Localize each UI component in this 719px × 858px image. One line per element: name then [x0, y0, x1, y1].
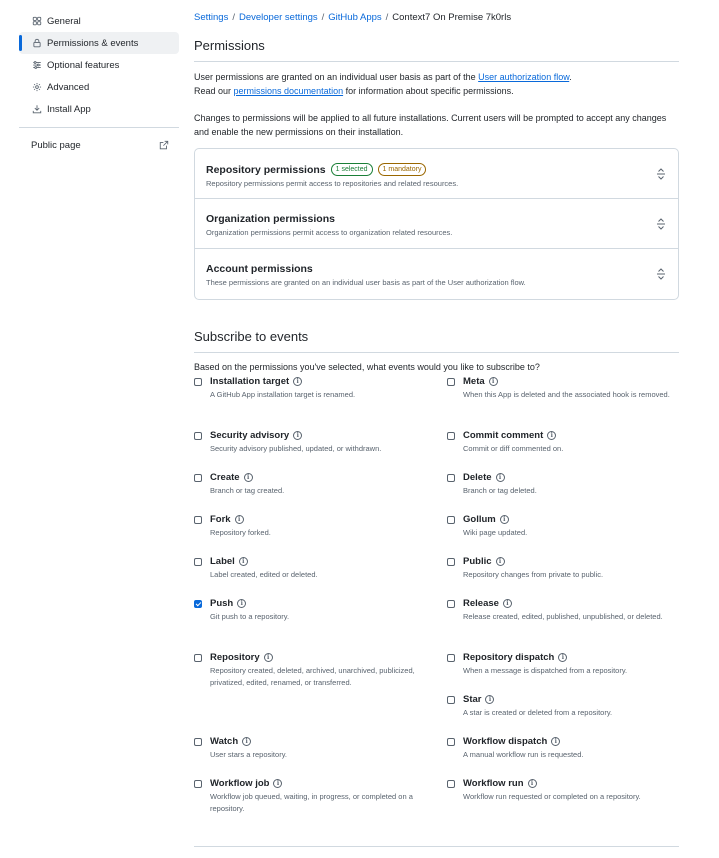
- info-icon[interactable]: i: [264, 653, 273, 662]
- permissions-note: Changes to permissions will be applied to all future installations. Current users will be prompted to accept any changes and enable the new permissions on their installation.: [194, 113, 667, 137]
- event-title-text: Watch: [210, 736, 239, 747]
- public-page-link[interactable]: [19, 134, 179, 156]
- event-title: [210, 598, 424, 609]
- repository-permissions-row[interactable]: [195, 149, 678, 199]
- info-icon[interactable]: i: [503, 599, 512, 608]
- event-repository-dispatch: [447, 652, 677, 677]
- event-title-text: Workflow job: [210, 778, 270, 789]
- lock-icon: [31, 37, 43, 49]
- event-checkbox[interactable]: [194, 474, 202, 482]
- sidebar-item-label: Install App: [47, 103, 91, 115]
- event-title-text: Repository dispatch: [463, 652, 555, 663]
- event-title-text: Delete: [463, 472, 492, 483]
- sidebar-item-advanced[interactable]: [19, 76, 179, 98]
- permissions-box: [194, 148, 679, 300]
- external-link-icon: [159, 140, 169, 150]
- event-checkbox[interactable]: [447, 378, 455, 386]
- event-title-text: Gollum: [463, 514, 496, 525]
- event-desc: A star is created or deleted from a repository.: [463, 708, 613, 717]
- info-icon[interactable]: i: [489, 377, 498, 386]
- main-content: [194, 10, 679, 836]
- event-checkbox[interactable]: [194, 558, 202, 566]
- unfold-icon[interactable]: [656, 218, 666, 230]
- event-checkbox[interactable]: [447, 738, 455, 746]
- para1-text: User permissions are granted on an individual user basis as part of the: [194, 72, 479, 82]
- event-title-text: Security advisory: [210, 430, 290, 441]
- unfold-icon[interactable]: [656, 268, 666, 280]
- organization-permissions-row[interactable]: [195, 199, 678, 249]
- event-gollum: [447, 514, 677, 539]
- permissions-title: Permissions: [194, 38, 679, 62]
- sidebar-item-label: Permissions & events: [47, 37, 139, 49]
- event-title: [210, 556, 424, 567]
- event-checkbox[interactable]: [194, 516, 202, 524]
- info-icon[interactable]: i: [239, 557, 248, 566]
- event-checkbox[interactable]: [447, 474, 455, 482]
- sidebar-item-general[interactable]: [19, 10, 179, 32]
- event-checkbox[interactable]: [447, 432, 455, 440]
- event-create: [194, 472, 424, 497]
- event-title: [463, 430, 677, 441]
- gear-icon: [31, 81, 43, 93]
- info-icon[interactable]: i: [242, 737, 251, 746]
- event-workflow-job: [194, 778, 424, 815]
- event-desc: Commit or diff commented on.: [463, 444, 564, 453]
- repository-permissions-title: Repository permissions: [206, 163, 326, 176]
- event-checkbox[interactable]: [194, 738, 202, 746]
- event-desc: Repository created, deleted, archived, unarchived, publicized, privatized, edited, renamed, or transferred.: [210, 666, 415, 687]
- mandatory-badge: 1 mandatory: [378, 163, 427, 176]
- info-icon[interactable]: i: [235, 515, 244, 524]
- breadcrumb-separator: /: [385, 12, 389, 23]
- para2-text: Read our: [194, 86, 234, 96]
- event-desc: Wiki page updated.: [463, 528, 528, 537]
- event-desc: Branch or tag deleted.: [463, 486, 537, 495]
- public-page-label: Public page: [31, 139, 81, 151]
- event-title: [463, 694, 677, 705]
- sidebar-item-install-app[interactable]: [19, 98, 179, 120]
- sidebar-item-label: Advanced: [47, 81, 90, 93]
- event-title: [463, 736, 677, 747]
- events-intro: Based on the permissions you've selected, what events would you like to subscribe to?: [194, 362, 540, 372]
- event-desc: Release created, edited, published, unpublished, or deleted.: [463, 612, 663, 621]
- event-release: [447, 598, 677, 623]
- download-icon: [31, 103, 43, 115]
- event-delete: [447, 472, 677, 497]
- event-checkbox[interactable]: [194, 780, 202, 788]
- info-icon[interactable]: i: [293, 431, 302, 440]
- event-title-text: Create: [210, 472, 240, 483]
- info-icon[interactable]: i: [485, 695, 494, 704]
- event-desc: Workflow job queued, waiting, in progress, or completed on a repository.: [210, 792, 413, 813]
- info-icon[interactable]: i: [551, 737, 560, 746]
- info-icon[interactable]: i: [293, 377, 302, 386]
- account-permissions-title: Account permissions: [206, 263, 313, 275]
- event-commit-comment: [447, 430, 677, 455]
- event-fork: [194, 514, 424, 539]
- unfold-icon[interactable]: [656, 168, 666, 180]
- section-divider: [194, 846, 679, 847]
- event-security-advisory: [194, 430, 424, 455]
- user-authorization-flow-link[interactable]: User authorization flow: [478, 72, 570, 82]
- event-title: [463, 514, 677, 525]
- event-repository: [194, 652, 424, 689]
- event-title: [210, 376, 424, 387]
- event-title: [210, 514, 424, 525]
- sidebar-item-optional-features[interactable]: [19, 54, 179, 76]
- event-desc: Git push to a repository.: [210, 612, 290, 621]
- event-checkbox[interactable]: [194, 378, 202, 386]
- para2-end: for information about specific permissions.: [343, 86, 514, 96]
- event-desc: User stars a repository.: [210, 750, 287, 759]
- sidebar: [19, 10, 179, 156]
- event-title: [210, 736, 424, 747]
- event-desc: When this App is deleted and the associated hook is removed.: [463, 390, 670, 399]
- info-icon[interactable]: i: [273, 779, 282, 788]
- event-watch: [194, 736, 424, 761]
- event-checkbox[interactable]: [194, 654, 202, 662]
- organization-permissions-title: Organization permissions: [206, 213, 335, 225]
- event-title-text: Release: [463, 598, 499, 609]
- event-title: [463, 376, 677, 387]
- event-public: [447, 556, 677, 581]
- event-title-text: Public: [463, 556, 492, 567]
- event-desc: Workflow run requested or completed on a repository.: [463, 792, 641, 801]
- event-checkbox[interactable]: [447, 780, 455, 788]
- event-title: [463, 598, 677, 609]
- event-desc: Repository forked.: [210, 528, 271, 537]
- event-desc: Repository changes from private to public.: [463, 570, 604, 579]
- event-title-text: Repository: [210, 652, 260, 663]
- event-title: [463, 778, 677, 789]
- event-workflow-dispatch: [447, 736, 677, 761]
- subscribe-events-title: Subscribe to events: [194, 329, 679, 353]
- event-title: [210, 430, 424, 441]
- event-checkbox[interactable]: [194, 600, 202, 608]
- repository-permissions-desc: Repository permissions permit access to repositories and related resources.: [206, 179, 459, 188]
- gear-grid-icon: [31, 15, 43, 27]
- breadcrumb: [194, 10, 679, 25]
- event-title: [463, 652, 677, 663]
- event-desc: A GitHub App installation target is renamed.: [210, 390, 356, 399]
- breadcrumb-separator: /: [321, 12, 325, 23]
- event-checkbox[interactable]: [447, 654, 455, 662]
- sidebar-divider: [19, 127, 179, 128]
- account-permissions-row[interactable]: [195, 249, 678, 299]
- event-meta: [447, 376, 677, 401]
- breadcrumb-developer-settings[interactable]: Developer settings: [238, 12, 318, 23]
- info-icon[interactable]: i: [558, 653, 567, 662]
- breadcrumb-current: Context7 On Premise 7k0rls: [392, 12, 512, 23]
- event-desc: Label created, edited or deleted.: [210, 570, 318, 579]
- event-title-text: Installation target: [210, 376, 290, 387]
- para1-end: .: [569, 72, 572, 82]
- info-icon[interactable]: i: [528, 779, 537, 788]
- organization-permissions-desc: Organization permissions permit access to organization related resources.: [206, 228, 453, 237]
- permissions-documentation-link[interactable]: permissions documentation: [233, 86, 344, 96]
- breadcrumb-settings[interactable]: Settings: [194, 12, 229, 23]
- event-desc: Branch or tag created.: [210, 486, 285, 495]
- event-title: [210, 778, 424, 789]
- event-title: [463, 556, 677, 567]
- selected-badge: 1 selected: [331, 163, 373, 176]
- event-title: [463, 472, 677, 483]
- permissions-intro: [194, 70, 679, 98]
- event-title-text: Meta: [463, 376, 485, 387]
- event-title-text: Commit comment: [463, 430, 544, 441]
- event-title-text: Star: [463, 694, 482, 705]
- event-title-text: Push: [210, 598, 234, 609]
- event-title-text: Fork: [210, 514, 231, 525]
- event-desc: Security advisory published, updated, or withdrawn.: [210, 444, 382, 453]
- event-title-text: Workflow run: [463, 778, 524, 789]
- info-icon[interactable]: i: [500, 515, 509, 524]
- event-title-text: Workflow dispatch: [463, 736, 548, 747]
- event-label: [194, 556, 424, 581]
- event-checkbox[interactable]: [447, 696, 455, 704]
- event-installation-target: [194, 376, 424, 401]
- account-permissions-desc: These permissions are granted on an individual user basis as part of the User authorization flow.: [206, 278, 526, 287]
- perm-row-title: [206, 163, 667, 176]
- info-icon[interactable]: i: [237, 599, 246, 608]
- event-title: [210, 472, 424, 483]
- event-checkbox[interactable]: [447, 516, 455, 524]
- sliders-icon: [31, 59, 43, 71]
- event-title-text: Label: [210, 556, 235, 567]
- sidebar-item-label: Optional features: [47, 59, 120, 71]
- event-star: [447, 694, 677, 719]
- sidebar-item-label: General: [47, 15, 81, 27]
- info-icon[interactable]: i: [547, 431, 556, 440]
- event-desc: When a message is dispatched from a repository.: [463, 666, 628, 675]
- breadcrumb-github-apps[interactable]: GitHub Apps: [328, 12, 382, 23]
- event-push: [194, 598, 424, 623]
- event-title: [210, 652, 424, 663]
- info-icon[interactable]: i: [496, 557, 505, 566]
- event-workflow-run: [447, 778, 677, 803]
- sidebar-item-permissions-events[interactable]: [19, 32, 179, 54]
- event-checkbox[interactable]: [447, 600, 455, 608]
- events-grid: [194, 376, 679, 836]
- breadcrumb-separator: /: [232, 12, 235, 23]
- event-desc: A manual workflow run is requested.: [463, 750, 584, 759]
- event-checkbox[interactable]: [447, 558, 455, 566]
- info-icon[interactable]: i: [496, 473, 505, 482]
- info-icon[interactable]: i: [244, 473, 253, 482]
- event-checkbox[interactable]: [194, 432, 202, 440]
